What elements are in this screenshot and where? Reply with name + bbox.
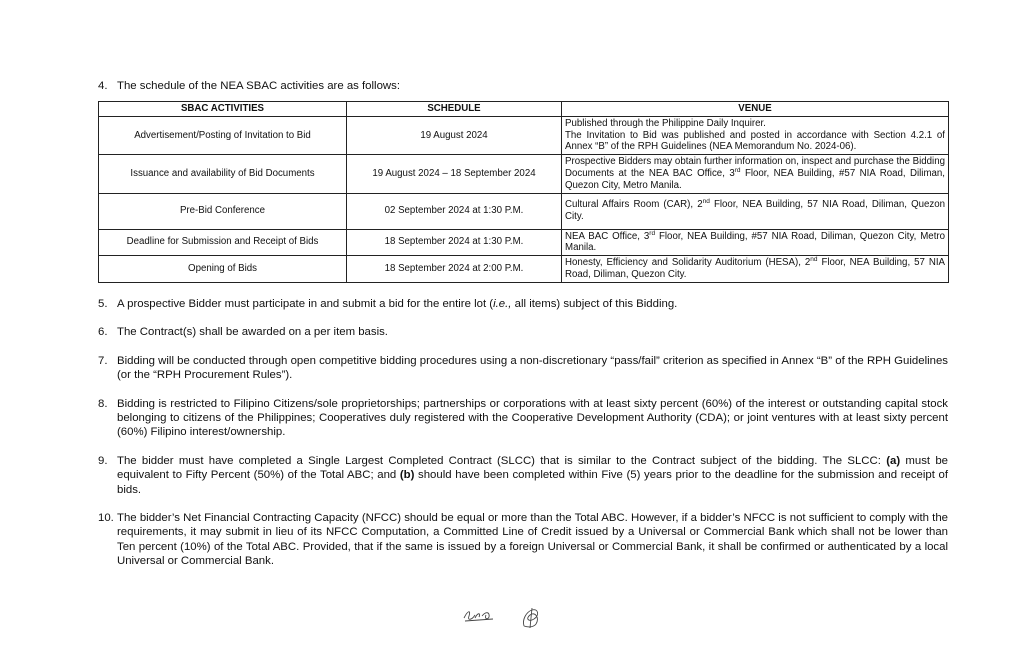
initials-signature-2 [518, 606, 544, 630]
venue-text: Prospective Bidders may obtain further information on, inspect and purchase the Bidding Documents at the NEA BAC Office, 3 [565, 156, 945, 179]
ordinal-suffix: nd [810, 255, 818, 263]
venue-cell [562, 116, 949, 154]
venue-cell [562, 155, 949, 193]
schedule-cell: 19 August 2024 [347, 116, 562, 154]
item-number: 7. [98, 354, 108, 367]
activity-cell: Issuance and availability of Bid Documents [99, 155, 347, 193]
venue-cell [562, 229, 949, 256]
item-text-part: The bidder must have completed a Single Largest Completed Contract (SLCC) that is similar to the Contract subject of the bidding. The SLCC: [117, 454, 887, 467]
header-activities: SBAC ACTIVITIES [99, 102, 347, 117]
activity-cell: Pre-Bid Conference [99, 193, 347, 229]
venue-line: The Invitation to Bid was published and posted in accordance with Section 4.2.1 of Annex “B” of the RPH Guidelines (NEA Memorandum No. 2024-06). [565, 129, 945, 153]
venue-line: Published through the Philippine Daily Inquirer. [565, 117, 766, 129]
item-4 [98, 80, 400, 92]
item-number: 8. [98, 397, 108, 410]
item-9 [98, 454, 948, 497]
venue-text: Floor, NEA Building, #57 NIA Road, Diliman, Quezon City, Metro Manila. [565, 167, 945, 191]
item-text-part: should have been completed within Five (5) years prior to the deadline for the submission and receipt of bids. [117, 469, 948, 496]
item-5 [98, 297, 948, 311]
item-number: 4. [98, 80, 108, 92]
initials-signature-1 [462, 606, 496, 624]
venue-cell [562, 193, 949, 229]
item-7 [98, 354, 948, 383]
item-8 [98, 397, 948, 440]
item-text-part: all items) subject of this Bidding. [511, 298, 678, 310]
item-number: 9. [98, 454, 108, 467]
header-venue: VENUE [562, 102, 949, 117]
ordinal-suffix: rd [649, 229, 656, 237]
item-number: 10. [98, 512, 114, 525]
item-text-part: must be equivalent to Fifty Percent (50%) of the Total ABC; and [117, 454, 949, 482]
schedule-table [98, 101, 949, 283]
item-text-bold: (b) [399, 469, 415, 482]
item-text [117, 297, 948, 311]
schedule-cell: 18 September 2024 at 2:00 P.M. [347, 256, 562, 283]
schedule-cell: 18 September 2024 at 1:30 P.M. [347, 229, 562, 256]
item-text-italic: i.e., [493, 298, 512, 310]
activity-cell: Advertisement/Posting of Invitation to Bid [99, 116, 347, 154]
table-row [99, 116, 949, 154]
numbered-items [98, 297, 948, 583]
item-text: Bidding is restricted to Filipino Citizens/sole proprietorships; partnerships or corporations with at least sixty percent (60%) of the interest or outstanding capital stock belonging to citizens of the Philippines; Cooperatives duly registered with the Cooperative Development Authority (CDA); or joint ventures with at least sixty percent (60%) Filipino interest/ownership. [117, 397, 948, 439]
header-schedule: SCHEDULE [347, 102, 562, 117]
ordinal-suffix: rd [734, 166, 741, 174]
venue-text: Floor, NEA Building, #57 NIA Road, Diliman, Quezon City, Metro Manila. [565, 230, 945, 254]
item-6 [98, 325, 948, 339]
schedule-cell: 19 August 2024 – 18 September 2024 [347, 155, 562, 193]
table-row [99, 256, 949, 283]
schedule-cell: 02 September 2024 at 1:30 P.M. [347, 193, 562, 229]
venue-text: Honesty, Efficiency and Solidarity Auditorium (HESA), 2 [565, 257, 811, 269]
item-text: Bidding will be conducted through open competitive bidding procedures using a non-discretionary “pass/fail” criterion as specified in Annex “B” of the RPH Guidelines (or the “RPH Procurement Rules”). [117, 354, 948, 382]
item-number: 6. [98, 326, 108, 339]
item-text: The Contract(s) shall be awarded on a per item basis. [117, 326, 388, 339]
ordinal-suffix: nd [702, 198, 710, 206]
venue-text: Floor, NEA Building, 57 NIA Road, Diliman, Quezon City. [565, 257, 945, 280]
venue-text: Cultural Affairs Room (CAR), 2 [565, 199, 703, 211]
venue-text: NEA BAC Office, 3 [565, 230, 650, 242]
table-row [99, 193, 949, 229]
item-text: The schedule of the NEA SBAC activities are as follows: [117, 80, 401, 92]
venue-cell [562, 256, 949, 283]
item-text [117, 454, 948, 497]
item-text-part: A prospective Bidder must participate in and submit a bid for the entire lot ( [117, 298, 494, 310]
venue-text: Floor, NEA Building, 57 NIA Road, Diliman, Quezon City. [565, 199, 945, 223]
item-10 [98, 511, 948, 569]
item-number: 5. [98, 298, 108, 310]
table-row [99, 229, 949, 256]
activity-cell: Opening of Bids [99, 256, 347, 283]
table-row [99, 155, 949, 193]
activity-cell: Deadline for Submission and Receipt of Bids [99, 229, 347, 256]
item-text: The bidder’s Net Financial Contracting Capacity (NFCC) should be equal or more than the Total ABC. However, if a bidder’s NFCC is not sufficient to comply with the requirements, it may submit in lieu of its NFCC Computation, a Committed Line of Credit issued by a Universal or Commercial Bank which shall not be lower than Ten percent (10%) of the Total ABC. Provided, that if the same is issued by a foreign Universal or Commercial Bank, it shall be confirmed or authenticated by a local Universal or Commercial Bank. [117, 512, 948, 568]
item-text-bold: (a) [886, 454, 901, 467]
table-header-row [99, 102, 949, 117]
